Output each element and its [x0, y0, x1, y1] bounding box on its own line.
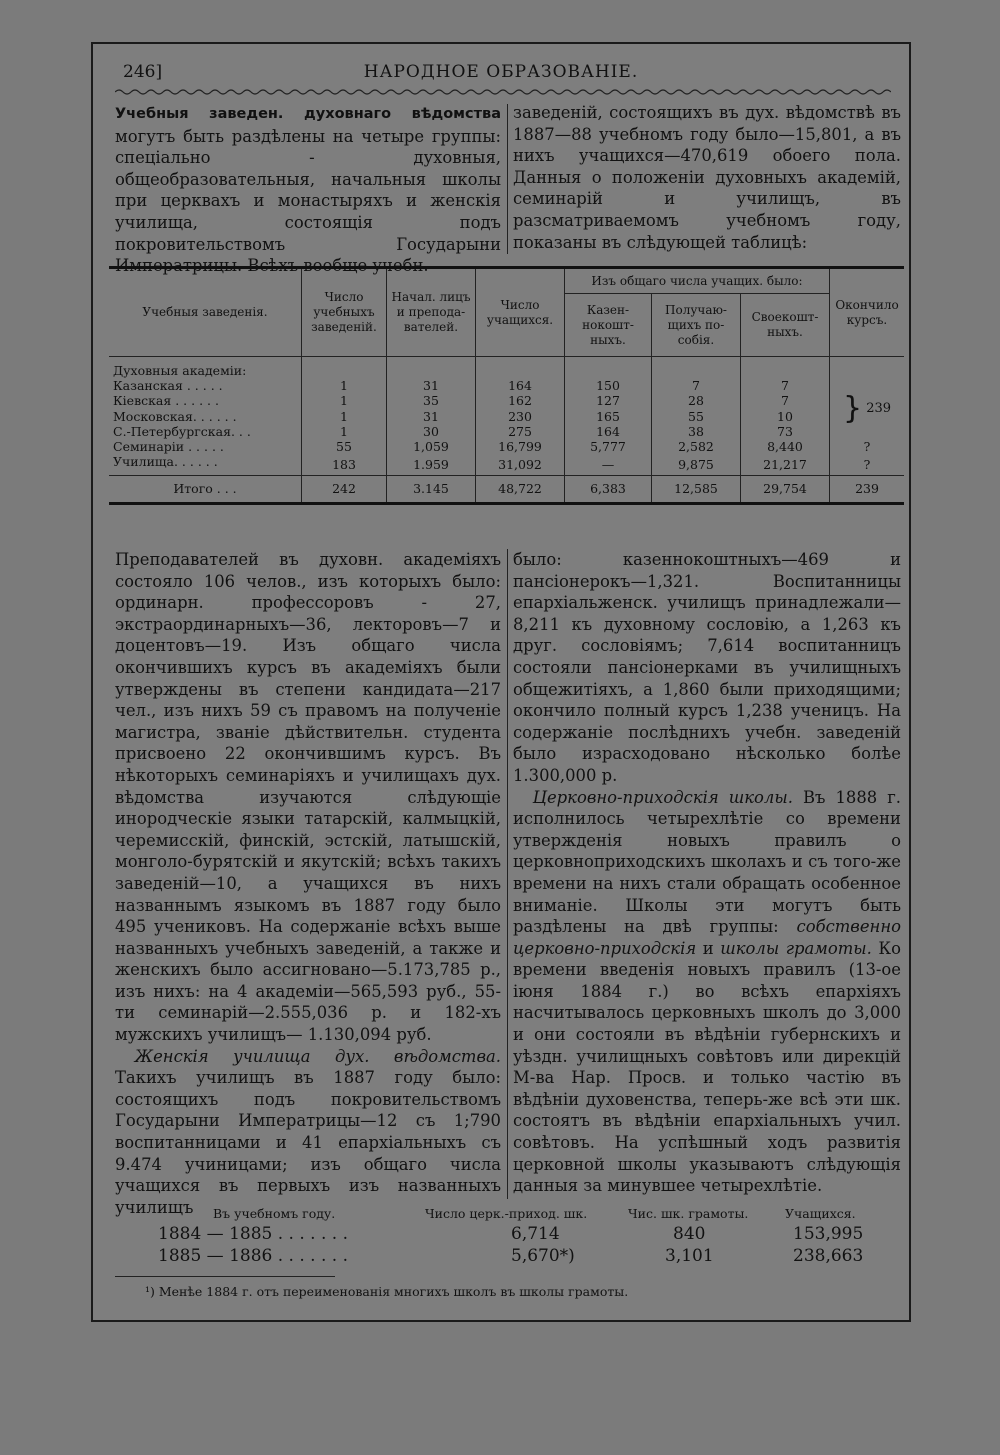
- table-row-year: 1884 — 1885 . . . . . . .: [158, 1224, 348, 1244]
- paragraph: было: казеннокоштныхъ—469 и пансіонерокъ—1,321. Воспитанницы епархіальженск. училищъ принадлежали—8,211 къ духовному сословію, а 1,263 къ друг. сословіямъ; 7,614 воспитанницъ состояли пансіонерками въ училищныхъ общежитіяхъ, а 1,860 были приходящими; окончило полный курсъ 1,238 ученицъ. На содержаніе послѣднихъ учебн. заведеній было израсходовано нѣсколько болѣе 1.300,000 р.: [513, 550, 901, 785]
- running-header: [123, 62, 879, 88]
- col-header-group: Изъ общаго числа учащих. было:: [565, 268, 830, 294]
- page-number: 246]: [123, 62, 163, 82]
- section-heading-women-schools: Женскія училища дух. вѣдомства.: [134, 1046, 501, 1066]
- col-header-year: Въ учебномъ году.: [213, 1206, 336, 1221]
- col-header-staff: Начал. лицъ и препода-вателей.: [387, 268, 476, 357]
- intro-right-text: заведеній, состоящихъ въ дух. вѣдомствѣ въ 1887—88 учебномъ году было—15,801, а въ нихъ учащихся—470,619 обоего пола. Данныя о положеніи духовныхъ академій, семинарій и училищъ, въ разсматриваемомъ учебномъ году, показаны въ слѣдующей таблицѣ:: [513, 103, 901, 252]
- academies-finished: } 239: [830, 378, 905, 439]
- col-header-state: Казен-нокошт-ныхъ.: [565, 294, 652, 357]
- table-row-year: 1885 — 1886 . . . . . . .: [158, 1246, 348, 1266]
- paragraph: Такихъ училищъ въ 1887 году было: состоящихъ подъ покровительствомъ Государыни Императрицы—12 съ 1;790 воспитанницами и 41 епархіальныхъ съ 9.474 учиницами; изъ общаго числа учащихся въ первыхъ изъ названныхъ училищъ: [115, 1068, 501, 1217]
- col-header-finished: Окончило курсъ.: [830, 268, 905, 357]
- wavy-rule: [115, 88, 891, 96]
- table-section-label: Духовныя академіи:: [113, 363, 247, 378]
- table-row: Московская. . . . . . 1 31 230 165 55 10: [109, 409, 904, 424]
- intro-right-column: [513, 102, 901, 253]
- table-row: Казанская . . . . . 1 31 164 150 7 7 } 239: [109, 378, 904, 393]
- col-header-parish: Число церк.-приход. шк.: [425, 1206, 588, 1221]
- page: 246] НАРОДНОЕ ОБРАЗОВАНІЕ. Учебныя заведен. духовнаго вѣдомства могутъ быть раздѣлены на четыре группы: спеціально - духовныя, общеобразовательныя, начальныя школы при церквахъ и монастыряхъ и женскія училища, состоящія подъ покровительствомъ Государыни Императрицы. Всѣхъ вообще учебн. заведеній, состоящихъ въ дух. вѣдомствѣ въ 1887—88 учебномъ году было—15,801, а въ нихъ учащихся—470,619 обоего пола. Данныя о положеніи духовныхъ академій, семинарій и училищъ, въ разсматриваемомъ учебномъ году, показаны въ слѣдующей таблицѣ: Учебныя заведенія. Число учебныхъ заведеній. Начал. лицъ и препода-вателей. Число учащихся. Изъ общаго числа учащих. было: Окончило курсъ. Казен-нокошт-ныхъ. Получаю-щихъ по-собія. Своекошт-ныхъ. Духовныя академіи: Казанская . . . . . 1 31 164 150 7 7 } 239 Кіевская . . . . . . 1 35 162 127 28 7 Московская. . . . . . 1 31 230 165 55 10 С.-Петербургская. . . 1 30 275 164 38 73 Семинаріи . . . . . 55 1,059 16,799 5,777 2,582 8,440 ? Училища. . . . . . 183 1.959 31,092 — 9,875 21,217 ? Итого . . . 242 3.145 48,722 6,383 12,585 29,754 239 Преподавателей въ духовн. академіяхъ состояло 106 челов., изъ которыхъ было: ординарн. профессоровъ - 27, экстраординарныхъ—36, лекторовъ—7 и доцентовъ—19. Изъ общаго числа окончившихъ курсъ въ академіяхъ были утверждены въ степени кандидата—217 чел., изъ нихъ 59 съ правомъ на полученіе магистра, званіе дѣйствительн. студента присвоено 22 окончившимъ курсъ. Въ нѣкоторыхъ семинаріяхъ и училищахъ дух. вѣдомства изучаются слѣдующіе инородческіе языки татарскій, калмыцкій, черемисскій, финскій, эстскій, латышскій, монголо-бурятскій и якутскій; всѣхъ такихъ заведеній—10, а учащихся въ нихъ названнымъ языкомъ въ 1887 году было 495 учениковъ. На содержаніе всѣхъ выше названныхъ учебныхъ заведеній, а также и женскихъ было ассигновано—5.173,785 р., изъ нихъ: на 4 академіи—565,593 руб., 55-ти семинарій—2.555,036 р. и 182-хъ мужскихъ училищъ— 1.130,094 руб. Женскія училища дух. вѣдомства. Такихъ училищъ въ 1887 году было: состоящихъ подъ покровительствомъ Государыни Императрицы—12 съ 1;790 воспитанницами и 41 епархіальныхъ съ 9.474 учиницами; изъ общаго числа учащихся въ первыхъ изъ названныхъ училищъ было: казеннокоштныхъ—469 и пансіонерокъ—1,321. Воспитанницы епархіальженск. училищъ принадлежали—8,211 къ духовному сословію, а 1,263 къ друг. сословіямъ; 7,614 воспитанницъ состояли пансіонерками въ училищныхъ общежитіяхъ, а 1,860 были приходящими; окончило полный курсъ 1,238 ученицъ. На содержаніе послѣднихъ учебн. заведеній было израсходовано нѣсколько болѣе 1.300,000 р. Церковно-приходскія школы. Въ 1888 г. исполнилось четырехлѣтіе со времени утвержденія новыхъ правилъ о церковноприходскихъ школахъ и съ того-же времени на нихъ стали обращать особенное вниманіе. Школы эти могутъ быть раздѣлены на двѣ группы: собственно церковно-приходскія и школы грамоты. Ко времени введенія новыхъ правилъ (13-ое іюня 1884 г.) во всѣхъ епархіяхъ насчитывалось церковныхъ школъ до 3,000 и они состояли въ вѣдѣніи губернскихъ и уѣздн. училищныхъ совѣтовъ или дирекцій М-ва Нар. Просв. и только частію въ вѣдѣніи духовенства, теперь-же всѣ эти шк. состоятъ въ вѣдѣніи епархіальныхъ учил. совѣтовъ. На успѣшный ходъ развитія церковной школы указываютъ слѣдующія данныя за минувшее четырехлѣтіе. Въ учебномъ году. Число церк.-приход. шк. Чис. шк. грамоты. Учащихся. 1884 — 1885 . . . . . . . 6,714 840 153,995 1885 — 1886 . . . . . . . 5,670*) 3,101 238,663 ¹) Менѣе 1884 г. отъ переименованія многихъ школъ въ школы грамоты.: [91, 42, 911, 1322]
- col-header-own: Своекошт-ныхъ.: [741, 294, 830, 357]
- body-left-column: [115, 549, 501, 1218]
- col-header-institutions: Число учебныхъ заведеній.: [302, 268, 387, 357]
- spiritual-schools-table: [109, 266, 904, 505]
- table-row: Кіевская . . . . . . 1 35 162 127 28 7: [109, 393, 904, 408]
- intro-left-text: могутъ быть раздѣлены на четыре группы: спеціально - духовныя, общеобразовательныя, начальныя школы при церквахъ и монастыряхъ и женскія училища, состоящія подъ покровительствомъ Государыни Императрицы. Всѣхъ вообще учебн.: [115, 126, 501, 276]
- table-row: С.-Петербургская. . . 1 30 275 164 38 73: [109, 424, 904, 439]
- table-total-row: Итого . . . 242 3.145 48,722 6,383 12,585 29,754 239: [109, 476, 904, 503]
- intro-left-column: [115, 102, 501, 277]
- col-header-name: Учебныя заведенія.: [142, 305, 268, 319]
- section-heading-spiritual: Учебныя заведен. духовнаго вѣдомства: [115, 106, 501, 122]
- table-row: Семинаріи . . . . . 55 1,059 16,799 5,777 2,582 8,440 ?: [109, 439, 904, 454]
- col-header-students-count: Учащихся.: [785, 1206, 856, 1221]
- paragraph: Преподавателей въ духовн. академіяхъ состояло 106 челов., изъ которыхъ было: ординарн. профессоровъ - 27, экстраординарныхъ—36, лекторовъ—7 и доцентовъ—19. Изъ общаго числа окончившихъ курсъ въ академіяхъ были утверждены въ степени кандидата—217 чел., изъ нихъ 59 съ правомъ на полученіе магистра, званіе дѣйствительн. студента присвоено 22 окончившимъ курсъ. Въ нѣкоторыхъ семинаріяхъ и училищахъ дух. вѣдомства изучаются слѣдующіе инородческіе языки татарскій, калмыцкій, черемисскій, финскій, эстскій, латышскій, монголо-бурятскій и якутскій; всѣхъ такихъ заведеній—10, а учащихся въ нихъ названнымъ языкомъ въ 1887 году было 495 учениковъ. На содержаніе всѣхъ выше названныхъ учебныхъ заведеній, а также и женскихъ было ассигновано—5.173,785 р., изъ нихъ: на 4 академіи—565,593 руб., 55-ти семинарій—2.555,036 р. и 182-хъ мужскихъ училищъ— 1.130,094 руб.: [115, 550, 501, 1045]
- footnote-rule: [115, 1276, 335, 1277]
- col-header-aid: Получаю-щихъ по-собія.: [652, 294, 741, 357]
- section-heading-parish-schools: Церковно-приходскія школы.: [532, 787, 793, 807]
- column-divider: [507, 104, 508, 254]
- table-row: Училища. . . . . . 183 1.959 31,092 — 9,875 21,217 ?: [109, 454, 904, 476]
- body-right-column: было: казеннокоштныхъ—469 и пансіонерокъ—1,321. Воспитанницы епархіальженск. училищъ принадлежали—8,211 къ духовному сословію, а 1,263 къ друг. сословіямъ; 7,614 воспитанницъ состояли пансіонерками въ училищныхъ общежитіяхъ, а 1,860 были приходящими; окончило полный курсъ 1,238 ученицъ. На содержаніе послѣднихъ учебн. заведеній было израсходовано нѣсколько болѣе 1.300,000 р. Церковно-приходскія школы. Въ 1888 г. исполнилось четырехлѣтіе со времени утвержденія новыхъ правилъ о церковноприходскихъ школахъ и съ того-же времени на нихъ стали обращать особенное вниманіе. Школы эти могутъ быть раздѣлены на двѣ группы: собственно церковно-приходскія и школы грамоты. Ко времени введенія новыхъ правилъ (13-ое іюня 1884 г.) во всѣхъ епархіяхъ насчитывалось церковныхъ школъ до 3,000 и они состояли въ вѣдѣніи губернскихъ и уѣздн. училищныхъ совѣтовъ или дирекцій М-ва Нар. Просв. и только частію въ вѣдѣніи духовенства, теперь-же всѣ эти шк. состоятъ въ вѣдѣніи епархіальныхъ учил. совѣтовъ. На успѣшный ходъ развитія церковной школы указываютъ слѣдующія данныя за минувшее четырехлѣтіе.: [513, 550, 901, 1196]
- col-header-literacy: Чис. шк. грамоты.: [628, 1206, 749, 1221]
- col-header-students: Число учащихся.: [476, 268, 565, 357]
- column-divider: [507, 549, 508, 1199]
- footnote: ¹) Менѣе 1884 г. отъ переименованія многихъ школъ въ школы грамоты.: [145, 1284, 629, 1299]
- page-title: НАРОДНОЕ ОБРАЗОВАНІЕ.: [363, 62, 639, 82]
